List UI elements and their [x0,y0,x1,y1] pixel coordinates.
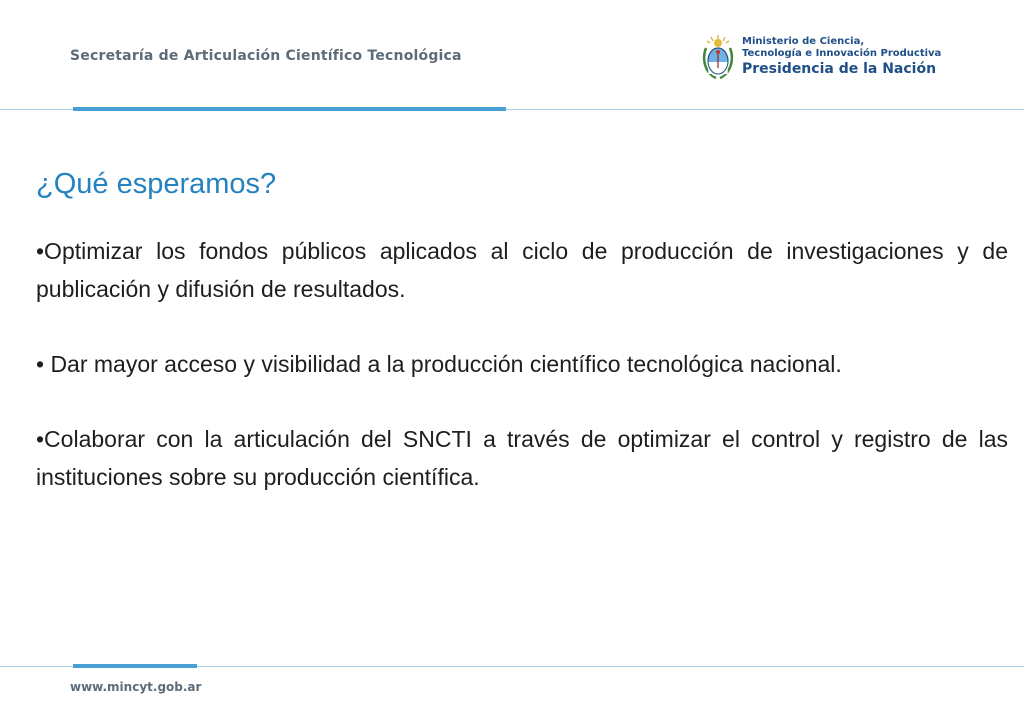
ministry-name [742,36,941,78]
bullet-item-3: •Colaborar con la articulación del SNCTI a través de optimizar el control y registro de las instituciones sobre su producción científica. [36,426,1008,490]
bullet-list [36,232,1008,533]
footer-accent-bar [73,664,197,668]
ministry-logo [702,32,962,84]
bullet-item-2: • Dar mayor acceso y visibilidad a la producción científico tecnológica nacional. [36,351,842,377]
ministry-line-1: Ministerio de Ciencia, [742,36,865,47]
argentina-coat-of-arms-icon [702,34,734,80]
footer-url: www.mincyt.gob.ar [70,680,202,694]
ministry-line-3: Presidencia de la Nación [742,61,937,77]
slide-title: ¿Qué esperamos? [36,168,277,200]
ministry-line-2: Tecnología e Innovación Productiva [742,48,942,59]
header-title: Secretaría de Articulación Científico Tecnológica [70,48,462,64]
bullet-item-1: •Optimizar los fondos públicos aplicados al ciclo de producción de investigaciones y de publicación y difusión de resultados. [36,238,1008,302]
header-accent-bar [73,107,506,111]
